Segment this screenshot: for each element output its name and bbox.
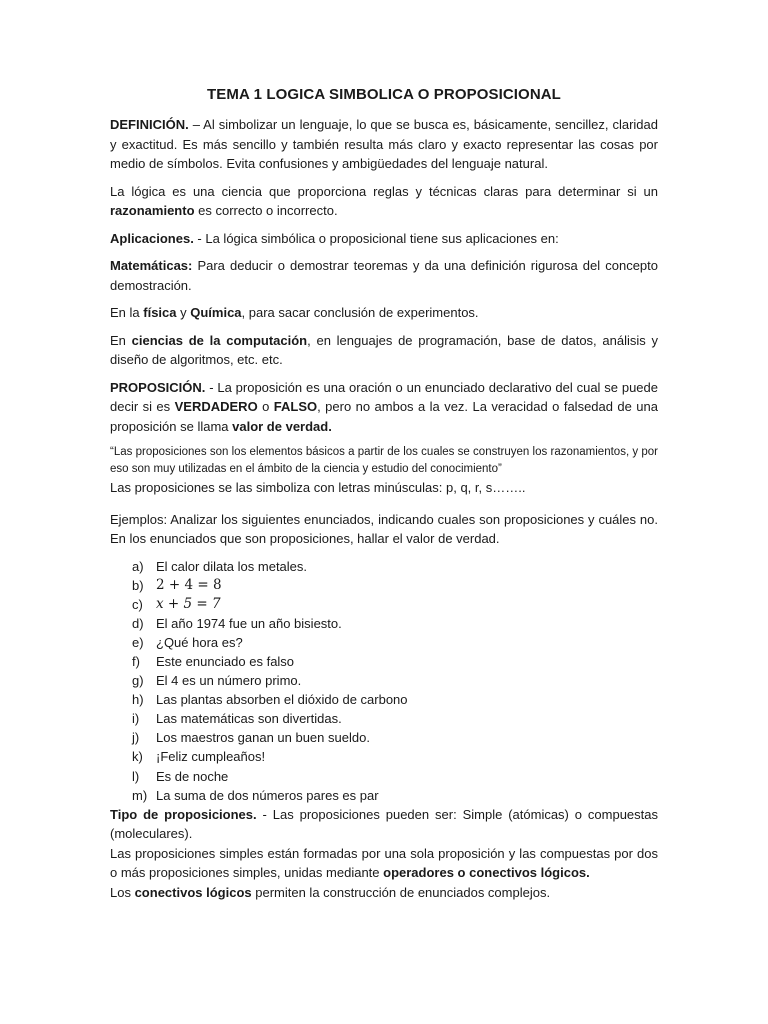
quote-paragraph: “Las proposiciones son los elementos básicos a partir de los cuales se construyen los razonamientos, y por eso son muy utilizadas en el ámbito de la ciencia y estudio del conocimiento” xyxy=(110,446,658,475)
list-item xyxy=(132,576,658,595)
examples-list xyxy=(110,557,658,805)
list-item-text: ¿Qué hora es? xyxy=(156,634,243,650)
list-item xyxy=(132,652,658,671)
definicion-paragraph xyxy=(110,115,658,174)
list-item-text: Los maestros ganan un buen sueldo. xyxy=(156,730,370,746)
list-item-text: El 4 es un número primo. xyxy=(156,673,302,689)
simples-pre: Las proposiciones simples están formadas por una sola proposición y las compuestas por dos o más proposiciones simples, unidas mediante xyxy=(110,845,658,881)
page-title: TEMA 1 LOGICA SIMBOLICA O PROPOSICIONAL xyxy=(207,86,561,103)
logica-bold: razonamiento xyxy=(110,203,195,218)
list-marker: h) xyxy=(132,692,144,708)
list-item-text: La suma de dos números pares es par xyxy=(156,787,379,803)
computacion-post: , en lenguajes de programación, base de datos, análisis y diseño de algoritmos, etc. etc. xyxy=(110,332,658,367)
falso-bold: FALSO xyxy=(273,399,318,414)
list-item-math: x + 5 = 7 xyxy=(156,595,221,612)
list-item xyxy=(132,557,658,576)
list-item xyxy=(132,747,658,766)
conectivos-bold: conectivos lógicos xyxy=(134,884,252,900)
computacion-paragraph xyxy=(110,331,658,370)
logica-text-pre: La lógica es una ciencia que proporciona reglas y técnicas claras para determinar si un xyxy=(110,183,658,199)
list-marker: i) xyxy=(132,711,140,727)
computacion-bold: ciencias de la computación xyxy=(131,332,308,348)
simples-paragraph xyxy=(110,844,658,883)
list-marker: f) xyxy=(132,653,140,669)
list-item xyxy=(132,767,658,786)
list-item-text: ¡Feliz cumpleaños! xyxy=(156,749,266,765)
fisica-bold: física xyxy=(143,305,177,320)
logica-paragraph xyxy=(110,182,658,221)
verdadero-bold: VERDADERO xyxy=(174,399,258,414)
aplicaciones-text: - La lógica simbólica o proposicional tiene sus aplicaciones en: xyxy=(193,230,559,246)
ejemplos-intro: Ejemplos: Analizar los siguientes enunciados, indicando cuales son proposiciones y cuáles no. En los enunciados que son proposiciones, hallar el valor de verdad. xyxy=(110,511,658,546)
list-marker: c) xyxy=(132,596,143,612)
list-item-text: Las matemáticas son divertidas. xyxy=(156,711,342,727)
list-item xyxy=(132,690,658,709)
tipo-paragraph xyxy=(110,805,658,844)
list-item-text: Las plantas absorben el dióxido de carbono xyxy=(156,692,408,708)
list-marker: b) xyxy=(132,577,144,593)
list-item xyxy=(132,709,658,728)
list-item xyxy=(132,671,658,690)
tipo-label: Tipo de proposiciones. xyxy=(110,806,257,822)
list-item-text: Este enunciado es falso xyxy=(156,653,295,669)
list-item xyxy=(132,614,658,633)
list-marker: d) xyxy=(132,615,144,631)
list-item-text: El calor dilata los metales. xyxy=(156,558,308,574)
list-marker: a) xyxy=(132,558,144,574)
list-item xyxy=(132,786,658,805)
conectivos-paragraph xyxy=(110,883,658,903)
definicion-text: – Al simbolizar un lenguaje, lo que se busca es, básicamente, sencillez, claridad y exactitud. Es más sencillo y también resulta más claro y exacto representar las cosas por medio de símbolos. Evita confusiones y ambigüedades del lenguaje natural. xyxy=(110,117,658,171)
aplicaciones-label: Aplicaciones. xyxy=(110,230,194,246)
logica-text-post: es correcto o incorrecto. xyxy=(194,203,338,218)
matematicas-paragraph xyxy=(110,256,658,295)
definicion-label: DEFINICIÓN. xyxy=(110,117,189,132)
fisica-post: , para sacar conclusión de experimentos. xyxy=(241,305,479,320)
proposicion-label: PROPOSICIÓN. xyxy=(110,379,206,395)
list-item-math: 2 + 4 = 8 xyxy=(156,576,222,593)
aplicaciones-paragraph xyxy=(110,229,658,249)
list-item xyxy=(132,728,658,747)
conectivos-post: permiten la construcción de enunciados complejos. xyxy=(251,884,551,900)
matematicas-text: Para deducir o demostrar teoremas y da una definición rigurosa del concepto demostración. xyxy=(110,258,658,293)
quimica-bold: Química xyxy=(190,305,242,320)
list-marker: m) xyxy=(132,787,148,803)
proposicion-paragraph xyxy=(110,378,658,437)
fisica-mid: y xyxy=(176,305,191,320)
simboliza-paragraph: Las proposiciones se las simboliza con letras minúsculas: p, q, r, s…….. xyxy=(110,480,526,495)
list-item-text: Es de noche xyxy=(156,768,229,784)
conectivos-pre: Los xyxy=(110,884,135,900)
list-marker: l) xyxy=(132,768,140,784)
operadores-bold: operadores o conectivos lógicos. xyxy=(383,865,590,881)
list-marker: e) xyxy=(132,634,144,650)
proposicion-text1: - La proposición es una oración o un enunciado declarativo del cual se puede decir si es xyxy=(110,379,658,414)
proposicion-mid: o xyxy=(257,399,274,414)
tipo-text: - Las proposiciones pueden ser: Simple (atómicas) o compuestas (moleculares). xyxy=(110,806,659,842)
fisica-pre: En la xyxy=(110,305,144,320)
list-marker: g) xyxy=(132,673,144,689)
valor-de-verdad-bold: valor de verdad. xyxy=(232,418,332,434)
matematicas-label: Matemáticas: xyxy=(110,258,193,273)
list-item xyxy=(132,633,658,652)
proposicion-text2: , pero no ambos a la vez. La veracidad o falsedad de una proposición se llama xyxy=(110,399,658,434)
list-item-text: El año 1974 fue un año bisiesto. xyxy=(156,615,342,631)
computacion-pre: En xyxy=(110,332,132,348)
list-item xyxy=(132,595,658,614)
fisica-paragraph xyxy=(110,303,658,323)
list-marker: k) xyxy=(132,749,143,765)
list-marker: j) xyxy=(132,730,140,746)
